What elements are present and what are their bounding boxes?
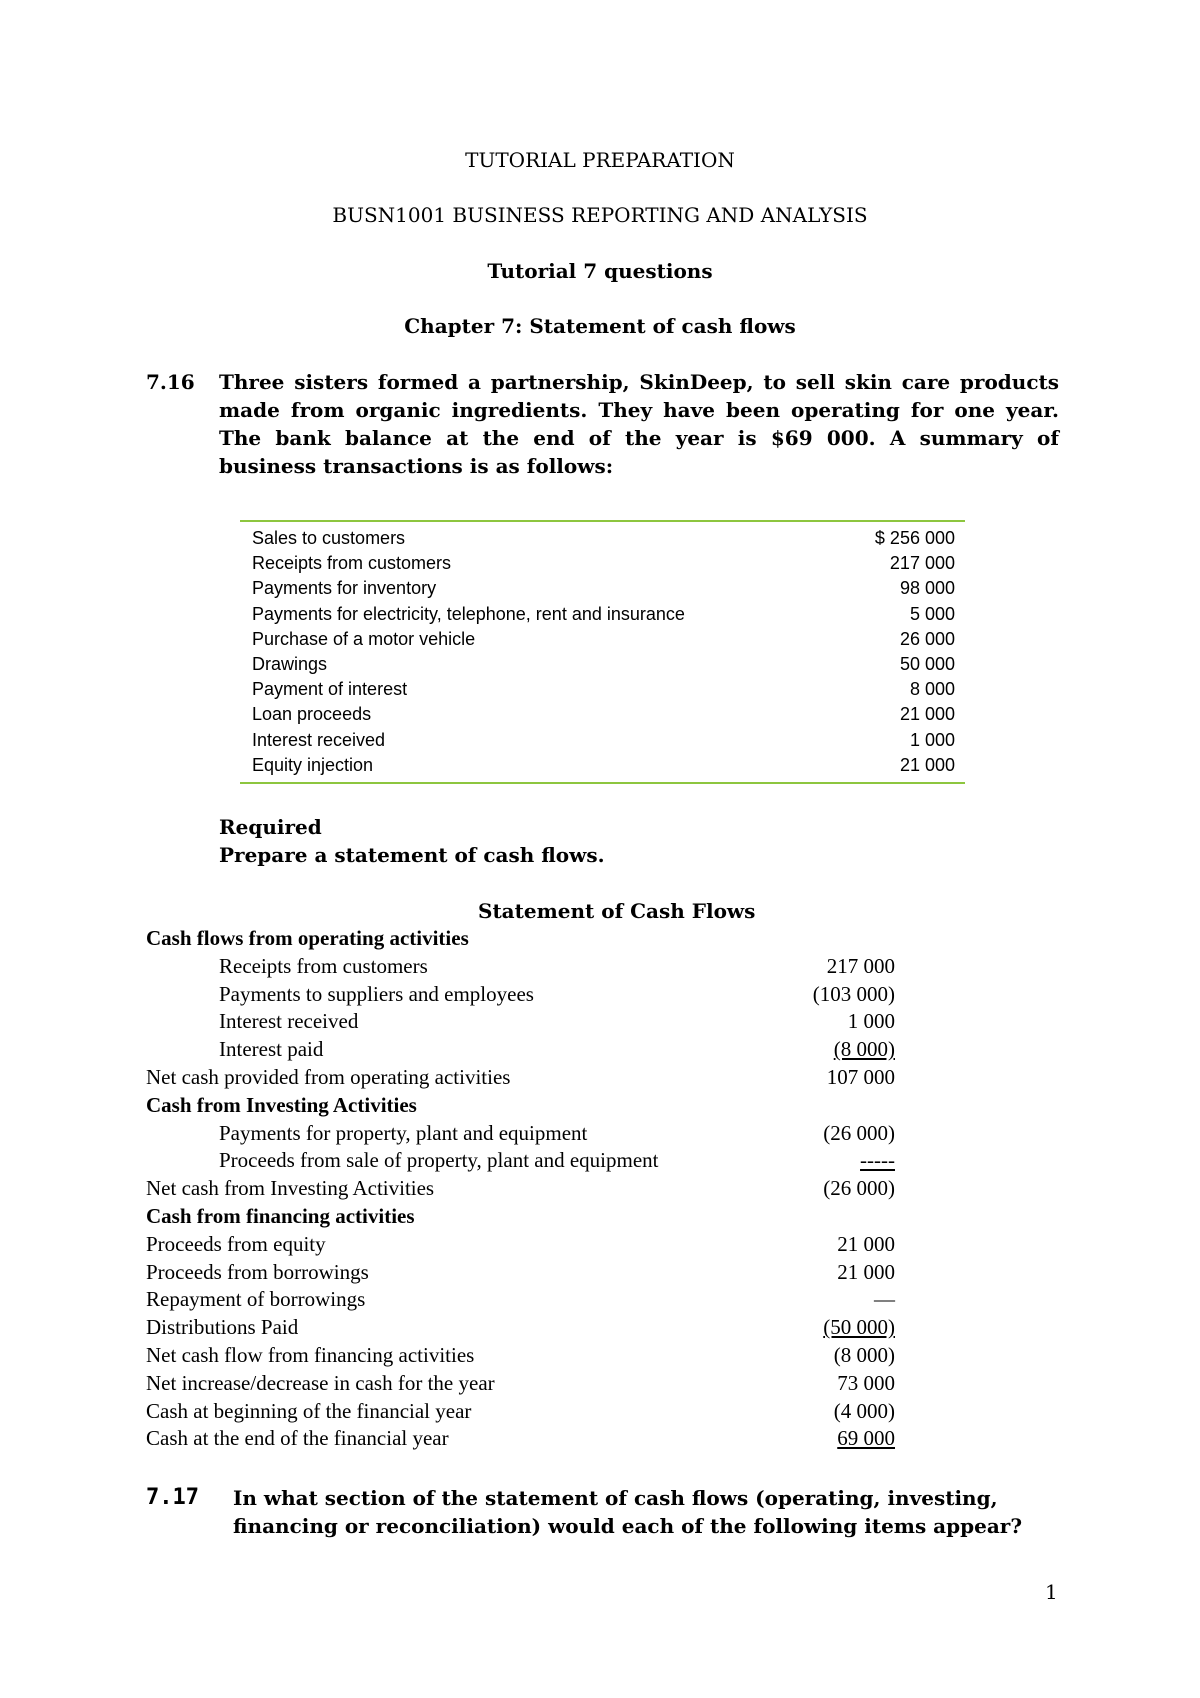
summary-value: 26 000 xyxy=(899,628,955,649)
statement-line-label: Distributions Paid xyxy=(146,1315,299,1340)
statement-row xyxy=(0,1008,1200,1036)
statement-row xyxy=(0,1147,1200,1175)
statement-line-label: Interest received xyxy=(219,1009,359,1034)
statement-line-value xyxy=(770,953,895,981)
summary-label: Purchase of a motor vehicle xyxy=(252,628,476,649)
statement-section-heading: Cash from Investing Activities xyxy=(146,1092,417,1117)
statement-line-value xyxy=(770,1370,895,1398)
statement-line-label: Repayment of borrowings xyxy=(146,1287,366,1312)
statement-value-text: (26 000) xyxy=(823,1176,895,1201)
statement-row xyxy=(0,1286,1200,1314)
statement-row xyxy=(0,1064,1200,1092)
statement-row xyxy=(0,1036,1200,1064)
summary-row xyxy=(240,728,965,753)
statement-line-value xyxy=(770,1398,895,1426)
statement-line-label: Payments to suppliers and employees xyxy=(219,981,534,1006)
statement-line-label: Proceeds from equity xyxy=(146,1231,326,1256)
statement-row xyxy=(0,1175,1200,1203)
statement-line-label: Interest paid xyxy=(219,1037,324,1062)
statement-row xyxy=(0,1370,1200,1398)
summary-value: 21 000 xyxy=(899,754,955,775)
statement-title: Statement of Cash Flows xyxy=(478,899,756,923)
statement-value-text: (4 000) xyxy=(833,1398,895,1423)
statement-row xyxy=(0,1342,1200,1370)
statement-line-value xyxy=(770,1120,895,1148)
summary-label: Sales to customers xyxy=(252,528,406,548)
statement-line-label: Net increase/decrease in cash for the year xyxy=(146,1370,495,1395)
summary-row xyxy=(240,576,965,601)
statement-row xyxy=(0,1314,1200,1342)
transactions-summary-table xyxy=(240,520,965,784)
statement-value-text: (103 000) xyxy=(812,981,895,1006)
statement-value-text: (50 000) xyxy=(823,1315,895,1340)
statement-line-label: Net cash from Investing Activities xyxy=(146,1176,435,1201)
statement-value-text: 69 000 xyxy=(837,1426,895,1451)
statement-line-label: Proceeds from borrowings xyxy=(146,1259,369,1284)
statement-line-value xyxy=(770,1425,895,1453)
summary-row xyxy=(240,652,965,677)
question-7-17-number: 7.17 xyxy=(146,1485,199,1510)
statement-row xyxy=(0,1425,1200,1453)
cash-flow-statement xyxy=(0,925,1200,1453)
statement-value-text: 1 000 xyxy=(847,1009,895,1034)
statement-value-text: 21 000 xyxy=(837,1231,895,1256)
statement-section-heading: Cash flows from operating activities xyxy=(146,926,469,950)
statement-line-value xyxy=(770,1008,895,1036)
summary-label: Drawings xyxy=(252,653,328,674)
statement-value-text: ----- xyxy=(860,1148,895,1173)
statement-line-value xyxy=(770,1342,895,1370)
header-chapter-title: Chapter 7: Statement of cash flows xyxy=(404,314,796,338)
statement-line-value xyxy=(770,1286,895,1314)
statement-line-label: Net cash flow from financing activities xyxy=(146,1342,475,1367)
summary-row xyxy=(240,627,965,652)
required-heading: Required xyxy=(219,815,322,839)
statement-line-value xyxy=(770,1036,895,1064)
statement-value-text: (8 000) xyxy=(833,1037,895,1062)
statement-row xyxy=(0,981,1200,1009)
statement-line-value xyxy=(770,1175,895,1203)
summary-value: 217 000 xyxy=(889,553,955,574)
summary-label: Receipts from customers xyxy=(252,553,452,574)
summary-label: Payments for inventory xyxy=(252,578,437,599)
header-course-title: BUSN1001 BUSINESS REPORTING AND ANALYSIS xyxy=(332,203,868,227)
statement-line-value xyxy=(770,1147,895,1175)
statement-line-label: Payments for property, plant and equipment xyxy=(219,1120,588,1145)
statement-value-text: 21 000 xyxy=(837,1259,895,1284)
statement-line-label: Net cash provided from operating activities xyxy=(146,1064,511,1089)
summary-value: $ 256 000 xyxy=(874,528,955,548)
statement-section-heading: Cash from financing activities xyxy=(146,1203,415,1228)
page-number: 1 xyxy=(1045,1580,1058,1604)
statement-line-label: Cash at beginning of the financial year xyxy=(146,1398,472,1423)
statement-line-value xyxy=(770,1259,895,1287)
statement-row xyxy=(0,1231,1200,1259)
summary-row xyxy=(240,702,965,727)
summary-value: 21 000 xyxy=(899,704,955,725)
statement-row xyxy=(0,953,1200,981)
summary-row xyxy=(240,551,965,576)
statement-row xyxy=(0,925,1200,953)
summary-row xyxy=(240,677,965,702)
question-7-16-text: Three sisters formed a partnership, SkinDeep, to sell skin care products made from organic ingredients. They have been operating for one year. The bank balance at the end of the year is $69 000. A summary of business transactions is as follows: xyxy=(219,370,1059,478)
summary-row xyxy=(240,753,965,778)
summary-value: 1 000 xyxy=(909,729,955,750)
summary-row xyxy=(240,602,965,627)
summary-label: Equity injection xyxy=(252,754,374,775)
statement-line-label: Receipts from customers xyxy=(219,953,428,978)
required-text: Prepare a statement of cash flows. xyxy=(219,843,605,867)
statement-line-value xyxy=(770,1314,895,1342)
question-7-16-number: 7.16 xyxy=(146,370,195,394)
statement-line-value xyxy=(770,1064,895,1092)
statement-line-value xyxy=(770,981,895,1009)
statement-row xyxy=(0,1259,1200,1287)
statement-value-text: — xyxy=(874,1287,895,1312)
summary-value: 8 000 xyxy=(909,679,955,700)
statement-row xyxy=(0,1398,1200,1426)
summary-value: 50 000 xyxy=(899,653,955,674)
statement-row xyxy=(0,1120,1200,1148)
header-tutorial-preparation: TUTORIAL PREPARATION xyxy=(465,148,735,172)
summary-row xyxy=(240,526,965,551)
statement-value-text: 73 000 xyxy=(837,1370,895,1395)
statement-line-value xyxy=(770,1231,895,1259)
statement-line-label: Cash at the end of the financial year xyxy=(146,1426,449,1451)
statement-row xyxy=(0,1203,1200,1231)
header-tutorial-number: Tutorial 7 questions xyxy=(487,259,713,283)
summary-label: Interest received xyxy=(252,729,386,750)
statement-value-text: 217 000 xyxy=(826,953,895,978)
summary-value: 98 000 xyxy=(899,578,955,599)
statement-row xyxy=(0,1092,1200,1120)
summary-label: Payments for electricity, telephone, rent and insurance xyxy=(252,603,685,624)
statement-value-text: 107 000 xyxy=(826,1064,895,1089)
summary-value: 5 000 xyxy=(909,603,955,624)
summary-label: Loan proceeds xyxy=(252,704,372,725)
statement-line-label: Proceeds from sale of property, plant and equipment xyxy=(219,1148,659,1173)
statement-value-text: (26 000) xyxy=(823,1120,895,1145)
statement-value-text: (8 000) xyxy=(833,1342,895,1367)
question-7-17-text: In what section of the statement of cash flows (operating, investing, financing or reconciliation) would each of the following items appear? xyxy=(233,1486,1023,1538)
summary-label: Payment of interest xyxy=(252,679,408,700)
